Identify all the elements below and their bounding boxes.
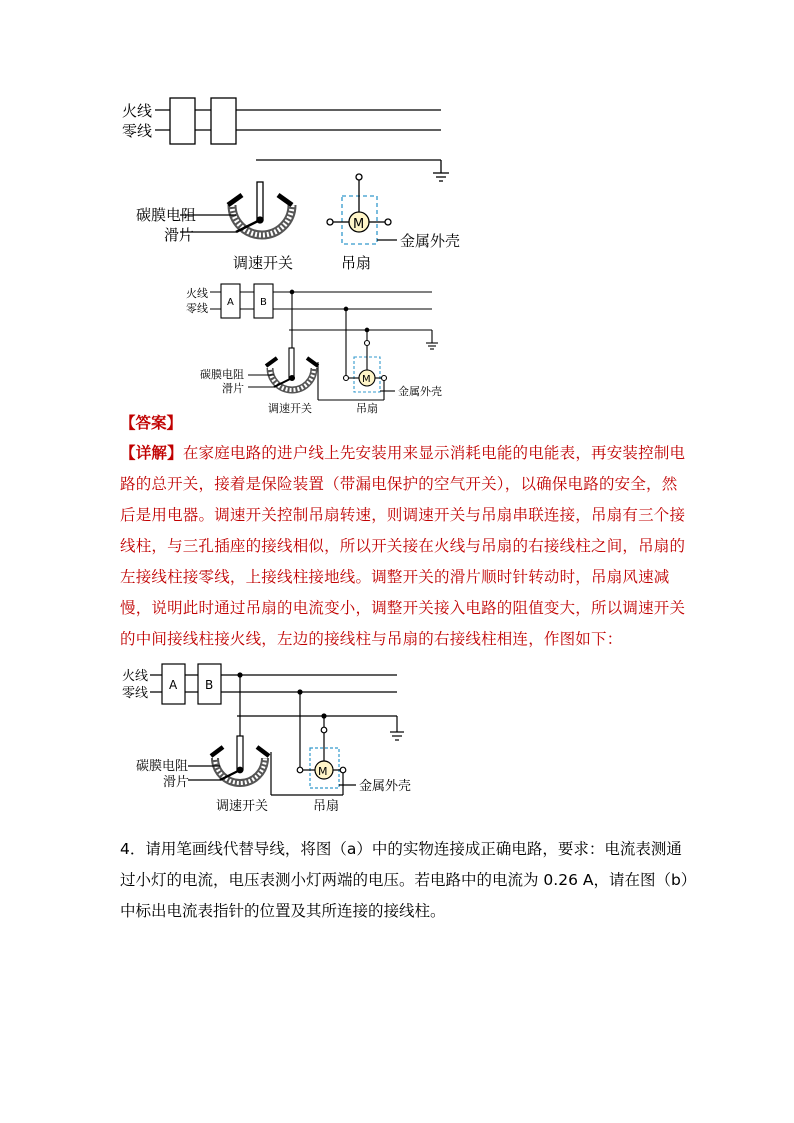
box-a-label: A: [169, 678, 178, 692]
box-b-label: B: [205, 678, 214, 692]
detail-tag: 【详解】: [120, 444, 183, 462]
label-neutral-wire: 零线: [186, 302, 208, 315]
label-speed-switch: 调速开关: [216, 799, 269, 814]
label-ceiling-fan: 吊扇: [356, 402, 378, 415]
detail-paragraph: [120, 438, 690, 655]
label-speed-switch: 调速开关: [268, 402, 312, 415]
label-slider: 滑片: [222, 382, 244, 395]
circuit-figure-2: [0, 270, 794, 420]
ceiling-fan-symbol: [327, 174, 397, 244]
label-slider: 滑片: [163, 775, 190, 790]
circuit-figure-1: [0, 0, 794, 280]
label-slider: 滑片: [164, 226, 195, 244]
box-b-label: B: [260, 297, 267, 308]
motor-label: M: [353, 217, 365, 232]
label-carbon-resistor: 碳膜电阻: [136, 759, 189, 774]
answer-tag: 【答案】: [120, 414, 183, 432]
question-4: 4．请用笔画线代替导线，将图（a）中的实物连接成正确电路，要求：电流表测通过小灯的电流，电压表测小灯两端的电压。若电路中的电流为 0.26 A，请在图（b）中标出电流表指针的位置及其所连接的接线柱。: [120, 840, 689, 920]
label-carbon-resistor: 碳膜电阻: [136, 206, 197, 224]
label-neutral-wire: 零线: [122, 122, 153, 140]
circuit-figure-3: [0, 660, 794, 820]
ceiling-fan-symbol: [297, 727, 356, 788]
label-metal-casing: 金属外壳: [400, 232, 461, 250]
speed-switch-symbol: [180, 182, 292, 235]
label-metal-casing: 金属外壳: [359, 779, 412, 794]
label-neutral-wire: 零线: [122, 686, 149, 701]
motor-label: M: [362, 374, 371, 385]
motor-label: M: [318, 765, 328, 778]
label-live-wire: 火线: [122, 102, 153, 120]
label-live-wire: 火线: [186, 287, 208, 300]
detail-text: 在家庭电路的进户线上先安装用来显示消耗电能的电能表，再安装控制电路的总开关，接着是保险装置（带漏电保护的空气开关），以确保电路的安全，然后是用电器。调速开关控制吊扇转速，则调速开关与吊扇串联连接，吊扇有三个接线柱，与三孔插座的接线相似，所以开关接在火线与吊扇的右接线柱之间，吊扇的左接线柱接零线，上接线柱接地线。调整开关的滑片顺时针转动时，吊扇风速减慢，说明此时通过吊扇的电流变小，调整开关接入电路的阻值变大，所以调速开关的中间接线柱接火线，左边的接线柱与吊扇的右接线柱相连，作图如下：: [120, 444, 686, 648]
speed-switch-symbol: [248, 348, 318, 390]
label-metal-casing: 金属外壳: [398, 385, 442, 398]
label-ceiling-fan: 吊扇: [313, 799, 340, 814]
label-ceiling-fan: 吊扇: [341, 254, 372, 272]
label-live-wire: 火线: [122, 669, 149, 684]
box-a-label: A: [227, 297, 234, 308]
speed-switch-symbol: [188, 736, 269, 783]
label-carbon-resistor: 碳膜电阻: [200, 368, 244, 381]
label-speed-switch: 调速开关: [233, 254, 294, 272]
